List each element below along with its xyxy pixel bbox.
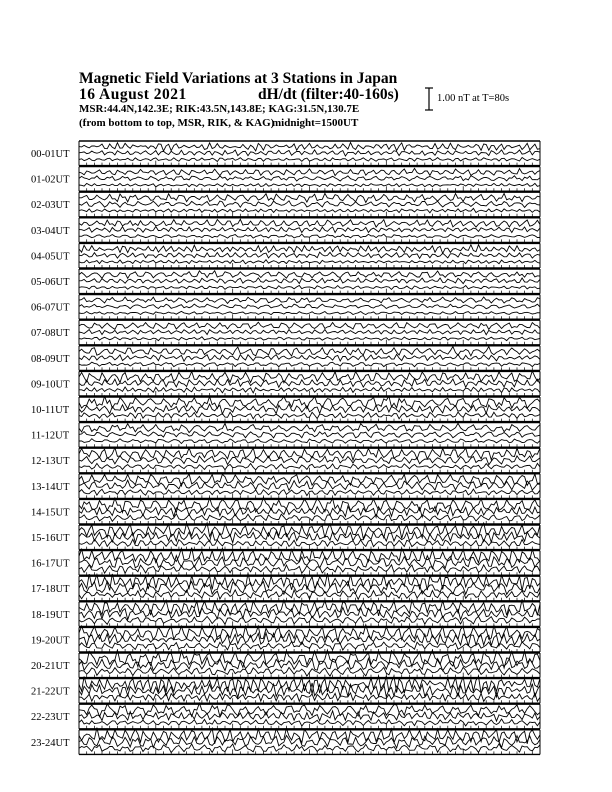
hour-row [31, 497, 540, 524]
chart-filter: dH/dt (filter:40-160s) [258, 86, 399, 103]
hour-row [31, 320, 540, 345]
trace-msr [79, 362, 540, 367]
hour-row [31, 243, 540, 268]
hour-label: 15-16UT [31, 533, 70, 544]
trace-rik [79, 330, 540, 335]
hour-label: 02-03UT [31, 200, 70, 212]
hour-row [31, 676, 540, 703]
trace-kag [79, 371, 540, 383]
trace-kag [79, 219, 540, 227]
hour-row [31, 548, 540, 576]
minute-ticks [79, 749, 540, 754]
trace-rik [79, 531, 540, 543]
hour-row [31, 218, 540, 243]
trace-rik [79, 304, 540, 309]
trace-rik [79, 176, 540, 181]
station-order-note: (from bottom to top, MSR, RIK, & KAG) [79, 117, 275, 129]
hour-label: 05-06UT [31, 277, 70, 288]
trace-kag [79, 168, 540, 175]
trace-kag [79, 322, 540, 329]
hour-row [31, 625, 540, 652]
trace-kag [79, 193, 540, 202]
hour-label: 06-07UT [31, 302, 70, 314]
hour-label: 01-02UT [31, 174, 70, 186]
minute-ticks [79, 621, 540, 626]
hour-label: 04-05UT [31, 251, 70, 263]
minute-ticks [79, 673, 540, 678]
chart-title: Magnetic Field Variations at 3 Stations in Japan [79, 70, 398, 87]
hour-label: 20-21UT [31, 661, 70, 672]
hour-row [31, 474, 540, 499]
hour-row [31, 599, 540, 626]
trace-kag [79, 297, 540, 303]
hour-row [31, 346, 540, 371]
hour-label: 08-09UT [31, 353, 70, 365]
scale-bar [425, 88, 433, 110]
hour-row [31, 192, 540, 217]
minute-ticks [79, 340, 540, 345]
trace-msr [79, 311, 540, 314]
trace-rik [79, 252, 540, 258]
minute-ticks [79, 314, 540, 319]
hour-label: 16-17UT [31, 558, 70, 570]
midnight-note: midnight=1500UT [272, 117, 359, 129]
hour-row [31, 728, 540, 755]
hour-label: 03-04UT [31, 225, 70, 237]
trace-msr [79, 642, 540, 651]
hour-row [31, 269, 540, 294]
trace-rik [79, 633, 540, 646]
hour-row [31, 573, 540, 601]
hour-row [31, 396, 540, 421]
hour-row [31, 167, 540, 192]
trace-kag [79, 703, 540, 717]
scale-bar-label: 1.00 nT at T=80s [437, 93, 510, 104]
minute-ticks [79, 212, 540, 217]
hour-label: 09-10UT [31, 379, 70, 391]
minute-ticks [79, 186, 540, 191]
hour-label: 11-12UT [31, 430, 70, 442]
trace-rik [79, 150, 540, 156]
trace-rik [79, 404, 540, 414]
hour-row [31, 703, 540, 729]
trace-msr [79, 158, 540, 162]
hour-label: 19-20UT [31, 635, 70, 647]
hour-label: 00-01UT [31, 149, 70, 160]
hour-row [31, 371, 540, 396]
hour-row [31, 295, 540, 320]
hour-row [31, 141, 540, 166]
trace-rik [79, 711, 540, 721]
hour-label: 12-13UT [31, 456, 70, 468]
hour-row [31, 423, 540, 448]
hour-label: 18-19UT [31, 609, 70, 621]
hour-label: 07-08UT [31, 328, 70, 340]
hour-label: 21-22UT [31, 686, 70, 698]
minute-ticks [79, 263, 540, 268]
minute-ticks [79, 237, 540, 242]
trace-kag [79, 271, 540, 279]
hour-row [31, 448, 540, 473]
hour-label: 13-14UT [31, 481, 70, 493]
minute-ticks [79, 570, 540, 575]
minute-ticks [79, 698, 540, 703]
hour-row [31, 650, 540, 678]
trace-rik [79, 201, 540, 208]
minute-ticks [79, 442, 540, 447]
minute-ticks [79, 493, 540, 498]
trace-rik [79, 379, 540, 388]
hour-row [31, 523, 540, 550]
trace-rik [79, 431, 540, 438]
station-coords: MSR:44.4N,142.3E; RIK:43.5N,143.8E; KAG:31.5N,130.7E [79, 103, 360, 115]
trace-kag [79, 143, 540, 152]
trace-rik [79, 227, 540, 233]
hour-label: 17-18UT [31, 584, 70, 596]
trace-kag [79, 347, 540, 356]
hour-label: 22-23UT [31, 712, 70, 724]
minute-ticks [79, 519, 540, 524]
trace-kag [79, 423, 540, 432]
hour-label: 23-24UT [31, 737, 70, 749]
trace-msr [79, 234, 540, 238]
trace-rik [79, 278, 540, 284]
hour-label: 14-15UT [31, 507, 70, 519]
trace-kag [79, 245, 540, 254]
hour-label: 10-11UT [31, 405, 70, 416]
chart-date: 16 August 2021 [79, 86, 187, 103]
